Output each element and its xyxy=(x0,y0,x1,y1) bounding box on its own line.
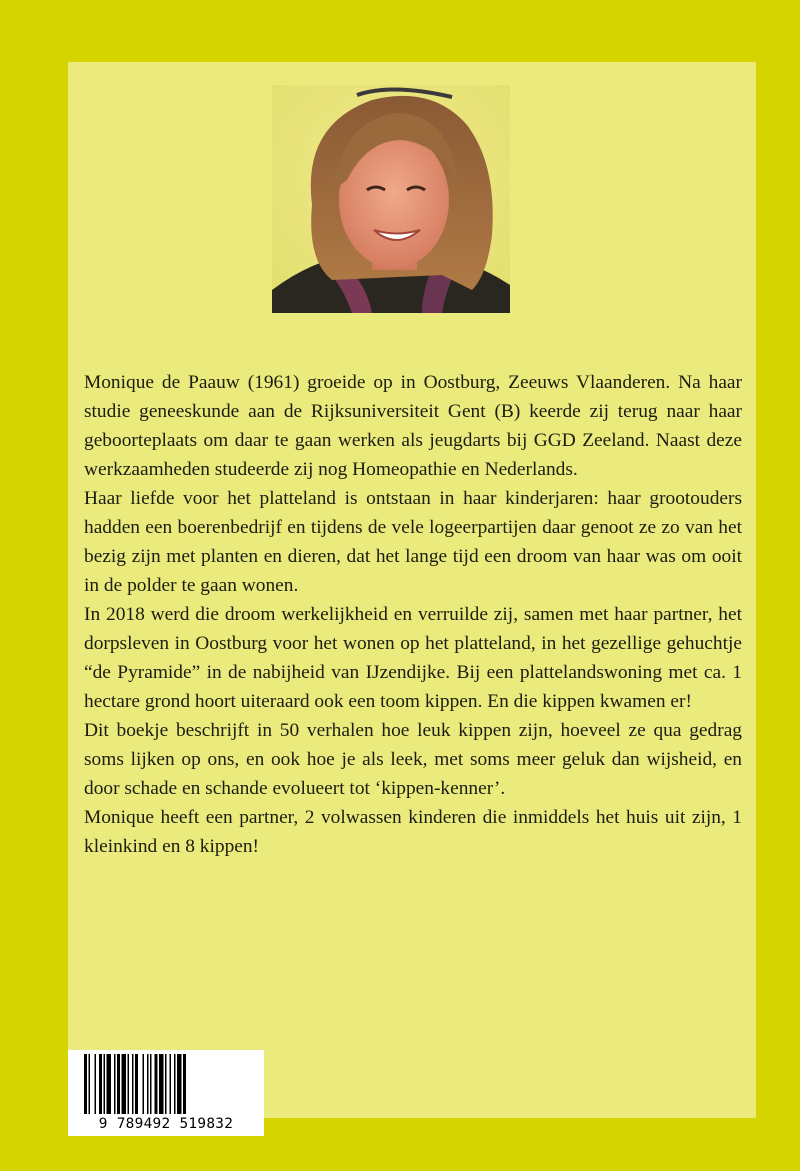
isbn-number: 9 789492 519832 xyxy=(98,1116,234,1132)
barcode xyxy=(68,1050,264,1136)
author-portrait-photo xyxy=(272,85,510,313)
bio-paragraph: In 2018 werd die droom werkelijkheid en verruilde zij, samen met haar partner, het dorpsleven in Oostburg voor het wonen op het platteland, in het gezellige gehuchtje “de Pyramide” in de nabijheid van IJzendijke. Bij een plattelandswoning met ca. 1 hectare grond hoort uiteraard ook een toom kippen. En die kippen kwamen er! xyxy=(84,604,742,712)
bio-paragraph: Monique de Paauw (1961) groeide op in Oostburg, Zeeuws Vlaanderen. Na haar studie geneeskunde aan de Rijksuniversiteit Gent (B) keerde zij terug naar haar geboorteplaats om daar te gaan werken als jeugdarts bij GGD Zeeland. Naast deze werkzaamheden studeerde zij nog Homeopathie en Nederlands. xyxy=(84,372,742,480)
barcode-icon xyxy=(68,1050,264,1116)
bio-paragraph: Haar liefde voor het platteland is ontstaan in haar kinderjaren: haar grootouders hadden een boerenbedrijf en tijdens de vele logeerpartijen daar genoot ze zo van het bezig zijn met planten en dieren, dat het lange tijd een droom van haar was om ooit in de polder te gaan wonen. xyxy=(84,488,742,596)
author-biography xyxy=(84,368,742,861)
bio-paragraph: Monique heeft een partner, 2 volwassen kinderen die inmiddels het huis uit zijn, 1 kleinkind en 8 kippen! xyxy=(84,807,742,857)
bio-paragraph: Dit boekje beschrijft in 50 verhalen hoe leuk kippen zijn, hoeveel ze qua gedrag soms lijken op ons, en ook hoe je als leek, met soms meer geluk dan wijsheid, en door schade en schande evolueert tot ‘kippen-kenner’. xyxy=(84,720,742,799)
